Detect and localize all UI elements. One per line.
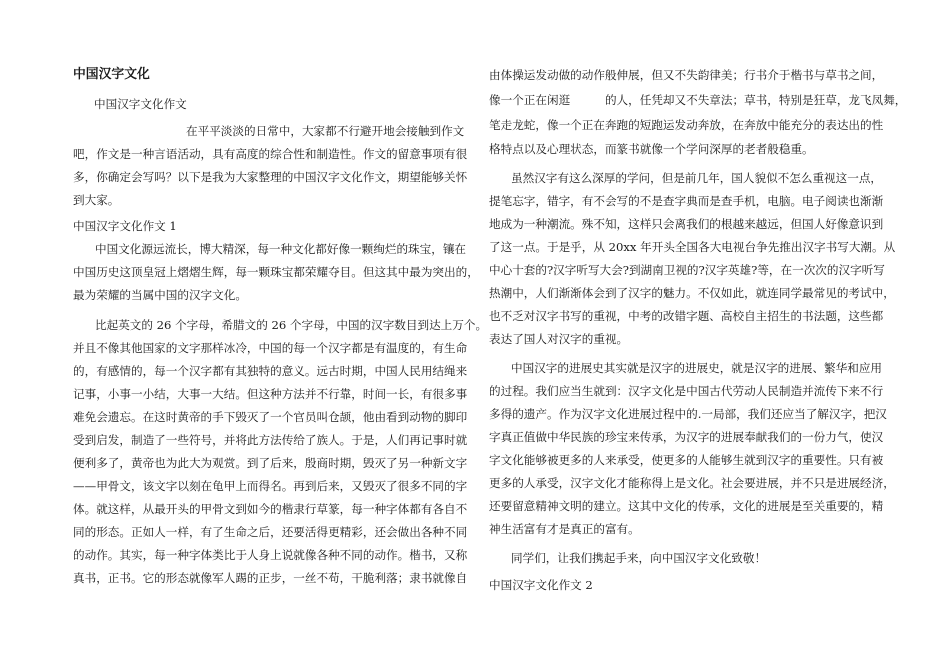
paragraph-line: 的动作。其实，每一种字体类比于人身上说就像各种不同的动作。楷书，又称	[73, 548, 468, 562]
paragraph-line: 笔走龙蛇，像一个正在奔跑的短跑运发动奔放，在奔放中能充分的表达出的性	[489, 118, 884, 132]
section-heading: 中国汉字文化作文 2	[489, 578, 593, 592]
paragraph-line: 受到启发，制造了一些符号，并将此方法传给了族人。于是，人们再记事时就	[73, 433, 468, 447]
paragraph-line: 中心十套的?汉字听写大会?到湖南卫视的?汉字英雄?等，在一次次的汉字听写	[489, 263, 885, 277]
section-heading: 中国汉字文化作文 1	[73, 219, 177, 233]
paragraph-line: 热潮中，人们渐渐体会到了汉字的魅力。不仅如此，就连同学最常见的考试中，	[489, 286, 895, 300]
paragraph-line: 中国文化源远流长，博大精深，每一种文化都好像一颗绚烂的珠宝，镶在	[95, 242, 467, 256]
paragraph-line: 中国汉字的进展史其实就是汉字的进展史，就是汉字的进展、繁华和应用	[511, 361, 883, 375]
paragraph-line: 神生活富有才是真正的富有。	[489, 522, 640, 536]
paragraph-line: 也不乏对汉字书写的重视，中考的改错字题、高校自主招生的书法题，这些都	[489, 309, 884, 323]
paragraph-line: 吧，作文是一种言语活动，具有高度的综合性和制造性。作文的留意事项有很	[73, 147, 468, 161]
paragraph-line: 还要留意精神文明的建立。这其中文化的传承，文化的进展是至关重要的，精	[489, 499, 884, 513]
paragraph-line: 提笔忘字，错字，有不会写的不是查字典而是查手机，电脑。电子阅读也渐渐	[489, 194, 884, 208]
paragraph-line: 像一个正在闲逛 的人，任凭却又不失章法；草书，特别是狂草，龙飞凤舞，	[489, 93, 907, 107]
document-title: 中国汉字文化	[73, 67, 150, 82]
paragraph-line: 的，有感情的，每一个汉字都有其独特的意义。远古时期，中国人民用结绳来	[73, 364, 468, 378]
paragraph-line: 字真正值做中华民族的珍宝来传承，为汉字的进展奉献我们的一份力气，使汉	[489, 430, 884, 444]
paragraph-line: 字文化能够被更多的人来承受，使更多的人能够生就到汉字的重要性。只有被	[489, 453, 884, 467]
paragraph-line: 在平平淡淡的日常中，大家都不行避开地会接触到作文	[186, 124, 465, 138]
paragraph-line: 体。就这样，从最开头的甲骨文到如今的楷隶行草篆，每一种字体都有各自不	[73, 502, 468, 516]
paragraph-line: 便利多了，黄帝也为此大为观赏。到了后来，殷商时期，毁灭了另一种新文字	[73, 456, 468, 470]
paragraph-line: 真书，正书。它的形态就像军人踢的正步，一丝不苟，干脆利落；隶书就像自	[73, 571, 468, 585]
paragraph-line: 难免会遗忘。在这时黄帝的手下毁灭了一个官员叫仓颉，他由看到动物的脚印	[73, 410, 468, 424]
paragraph-line: 同的形态。正如人一样，有了生命之后，还要活得更精彩，还会做出各种不同	[73, 525, 468, 539]
paragraph-line: 格特点以及心理状态，而篆书就像一个学问深厚的老者般稳重。	[489, 142, 814, 156]
subtitle: 中国汉字文化作文	[94, 97, 187, 111]
paragraph-line: 表达了国人对汉字的重视。	[489, 332, 629, 346]
paragraph-line: 更多的人承受，汉字文化才能称得上是文化。社会要进展，并不只是进展经济，	[489, 476, 895, 490]
paragraph-line: 同学们，让我们携起手来，向中国汉字文化致敬！	[511, 551, 767, 565]
paragraph-line: 由体操运发动做的动作般伸展，但又不失韵律美；行书介于楷书与草书之间，	[489, 68, 884, 82]
paragraph-line: 最为荣耀的当属中国的汉字文化。	[73, 288, 247, 302]
paragraph-line: 的过程。我们应当生就到：汉字文化是中国古代劳动人民制造并流传下来不行	[489, 384, 884, 398]
paragraph-line: 地成为一种潮流。殊不知，这样只会离我们的根越来越远，但国人好像意识到	[489, 217, 884, 231]
paragraph-line: ——甲骨文，该文字以刻在龟甲上而得名。再到后来，又毁灭了很多不同的字	[73, 479, 468, 493]
paragraph-line: 比起英文的 26 个字母，希腊文的 26 个字母，中国的汉字数目到达上万个。	[95, 318, 488, 332]
paragraph-line: 记事，小事一小结，大事一大结。但这种方法并不行靠，时间一长，有很多事	[73, 387, 468, 401]
paragraph-line: 中国历史这顶皇冠上熠熠生辉，每一颗珠宝都荣耀夺目。但这其中最为突出的，	[73, 265, 479, 279]
paragraph-line: 了这一点。于是乎，从 20xx 年开头全国各大电视台争先推出汉字书写大潮。从	[489, 240, 896, 254]
paragraph-line: 虽然汉字有这么深厚的学问，但是前几年，国人貌似不怎么重视这一点，	[511, 171, 883, 185]
paragraph-line: 并且不像其他国家的文字那样冰冷，中国的每一个汉字都是有温度的，有生命	[73, 341, 468, 355]
paragraph-line: 到大家。	[73, 193, 120, 207]
paragraph-line: 多得的遗产。作为汉字文化进展过程中的.一局部，我们还应当了解汉字，把汉	[489, 407, 887, 421]
paragraph-line: 多，你确定会写吗？以下是我为大家整理的中国汉字文化作文，期望能够关怀	[73, 170, 468, 184]
